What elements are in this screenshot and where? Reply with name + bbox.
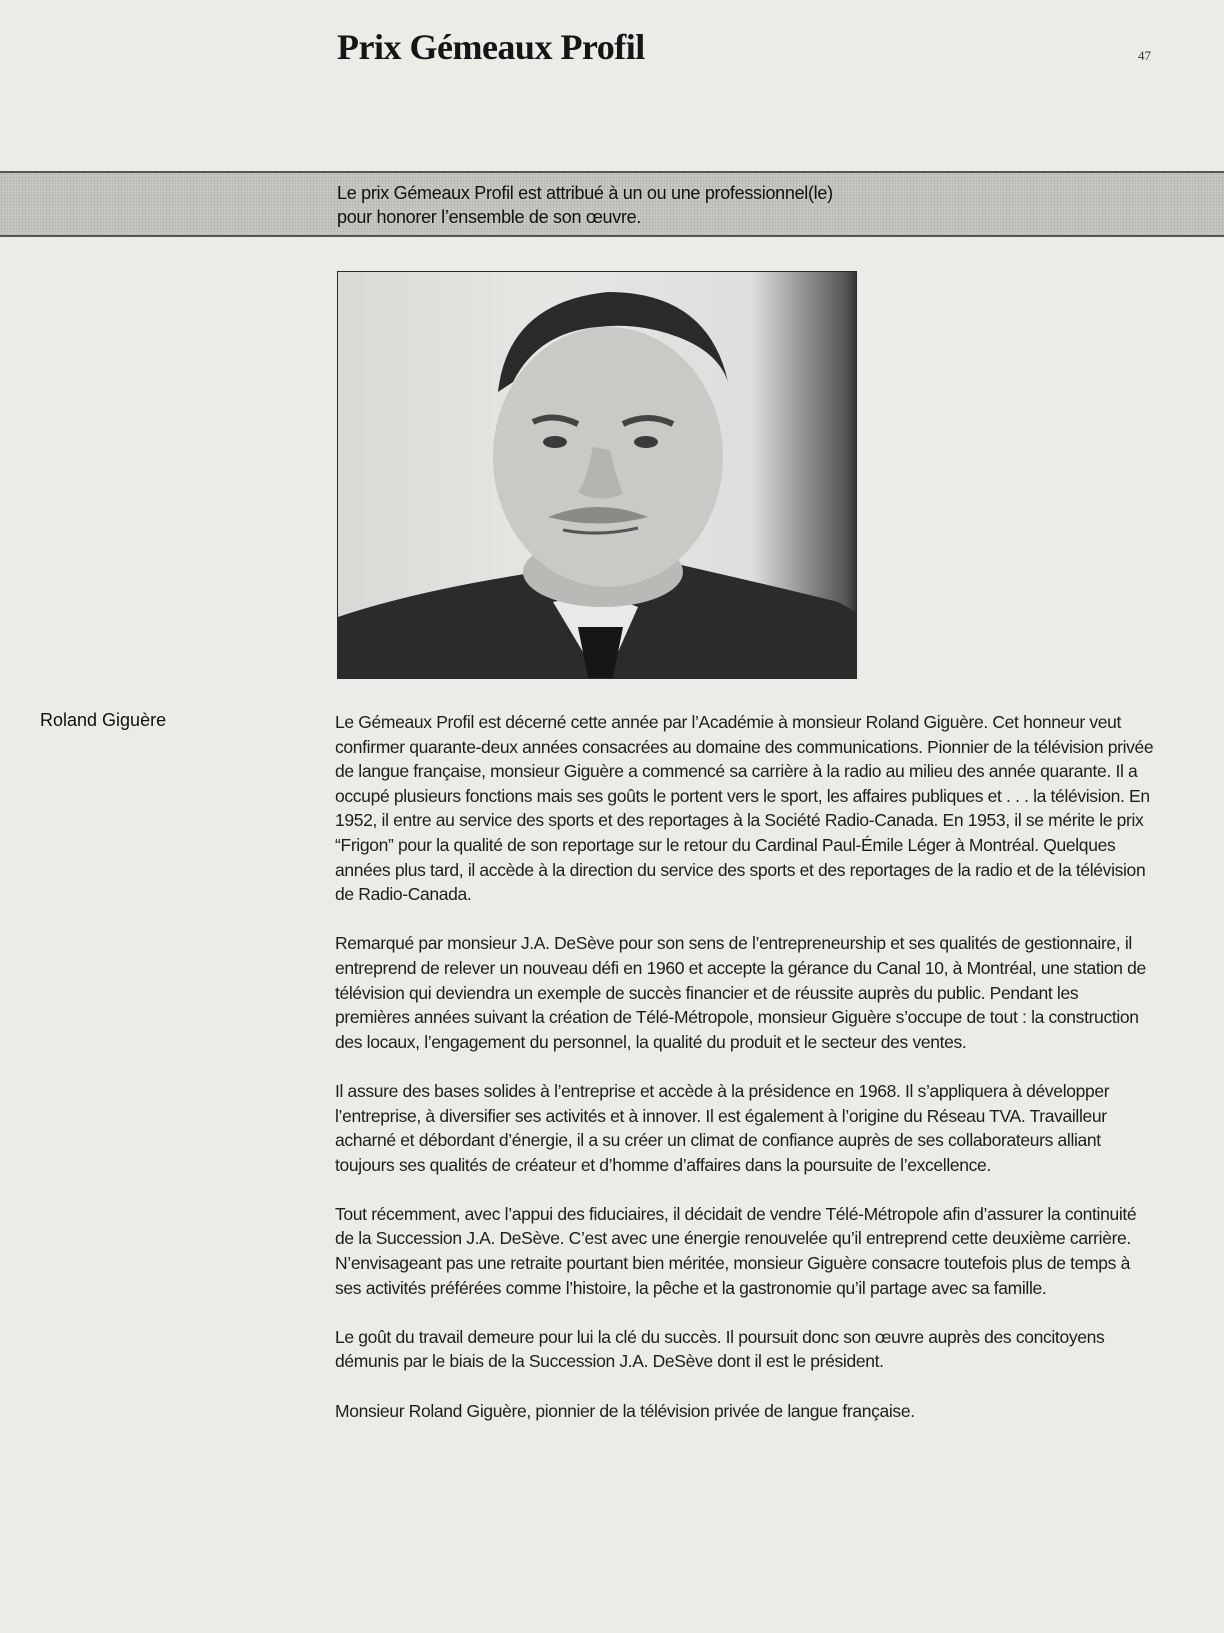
- page-title: Prix Gémeaux Profil: [337, 27, 645, 67]
- paragraph: Le goût du travail demeure pour lui la clé du succès. Il poursuit donc son œuvre auprès des concitoyens démunis par le biais de la Succession J.A. DeSève dont il est le président.: [335, 1326, 1105, 1372]
- paragraph: Le Gémeaux Profil est décerné cette année par l’Académie à monsieur Roland Giguère. Cet honneur veut confirmer quarante-deux années consacrées au domaine des communications. Pionnier de la télévision privée de langue française, monsieur Giguère a commencé sa carrière à la radio au milieu des année quarante. Il a occupé plusieurs fonctions mais ses goûts le portent vers le sport, les affaires publiques et . . . la télévision. En 1952, il entre au service des sports et des reportages à la Société Radio-Canada. En 1953, il se mérite le prix “Frigon” pour la qualité de son reportage sur le retour du Cardinal Paul-Émile Léger à Montréal. Quelques années plus tard, il accède à la direction du service des sports et des reportages de la radio et de la télévision de Radio-Canada.: [335, 712, 1154, 905]
- paragraph: Remarqué par monsieur J.A. DeSève pour son sens de l’entrepreneurship et ses qualités de gestionnaire, il entreprend de relever un nouveau défi en 1960 et accepte la gérance du Canal 10, à Montréal, une station de télévision qui deviendra un exemple de succès financier et de réussite auprès du public. Pendant les premières années suivant la création de Télé-Métropole, monsieur Giguère s’occupe de tout : la construction des locaux, l’engagement du personnel, la qualité du produit et le secteur des ventes.: [335, 933, 1146, 1052]
- closing-line: Monsieur Roland Giguère, pionnier de la télévision privée de langue française.: [335, 1400, 915, 1421]
- honoree-name: Roland Giguère: [40, 710, 167, 730]
- intro-text: [337, 181, 1037, 229]
- paragraph: Tout récemment, avec l’appui des fiduciaires, il décidait de vendre Télé-Métropole afin d’assurer la continuité de la Succession J.A. DeSève. C’est avec une énergie renouvelée qu’il entreprend cette deuxième carrière. N’envisageant pas une retraite pourtant bien méritée, monsieur Giguère consacre toutefois plus de temps à ses activités préférées comme l’histoire, la pêche et la gastronomie qu’il partage avec sa famille.: [335, 1203, 1137, 1298]
- intro-band: [0, 171, 1224, 237]
- right-eye: [634, 436, 658, 448]
- portrait-photo: [337, 271, 857, 679]
- left-eye: [543, 436, 567, 448]
- intro-line-1: Le prix Gémeaux Profil est attribué à un ou une professionnel(le): [337, 183, 833, 203]
- article-body: [335, 710, 1155, 1448]
- page-number: 47: [1138, 48, 1151, 63]
- intro-line-2: pour honorer l’ensemble de son œuvre.: [337, 207, 642, 227]
- paragraph: Il assure des bases solides à l’entreprise et accède à la présidence en 1968. Il s’appliquera à développer l’entreprise, à diversifier ses activités et à innover. Il est également à l’origine du Réseau TVA. Travailleur acharné et débordant d’énergie, il a su créer un climat de confiance auprès de ses collaborateurs alliant toujours ses qualités de créateur et d’homme d’affaires dans la poursuite de l’excellence.: [335, 1080, 1110, 1175]
- portrait-illustration: [338, 272, 856, 678]
